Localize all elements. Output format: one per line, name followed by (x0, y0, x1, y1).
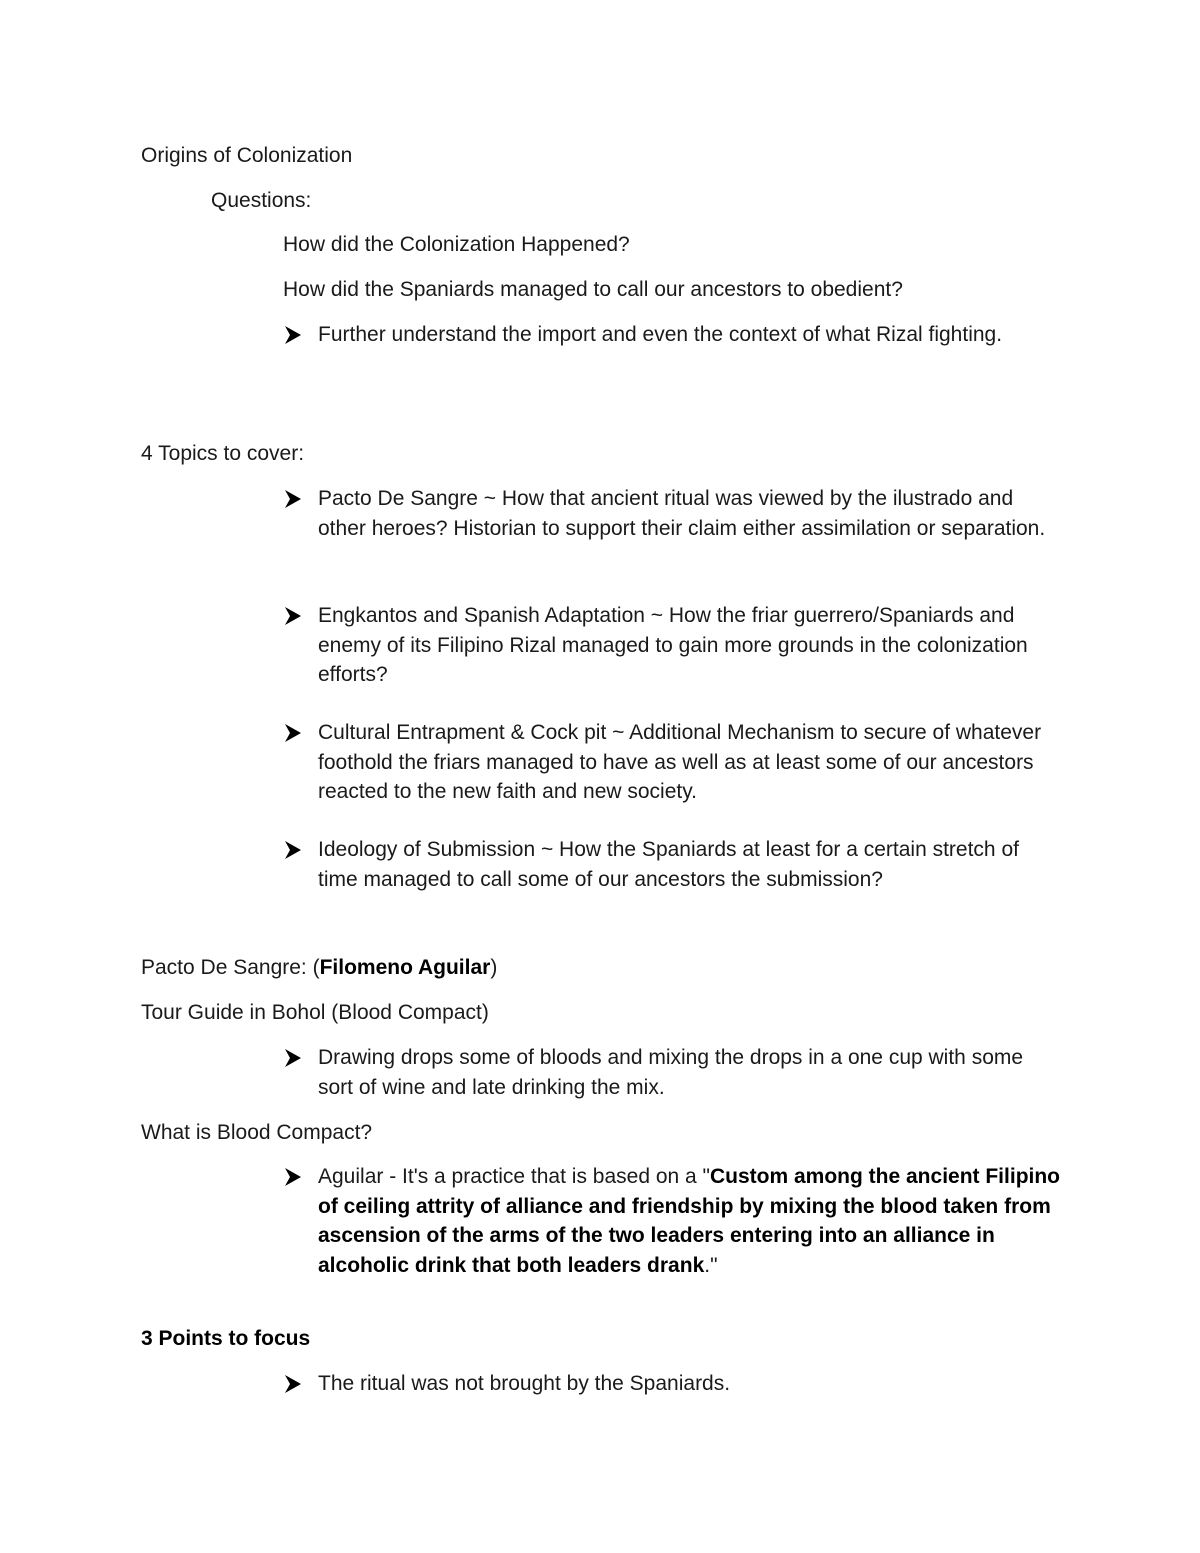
question-item: How did the Colonization Happened? (283, 233, 630, 256)
arrow-bullet-icon (283, 723, 303, 743)
arrow-bullet-icon (283, 489, 303, 509)
answer-suffix: ." (704, 1253, 718, 1277)
pacto-heading (141, 953, 497, 983)
pacto-label-prefix: Pacto De Sangre: ( (141, 956, 320, 979)
blood-compact-question: What is Blood Compact? (141, 1121, 373, 1144)
topics-label: 4 Topics to cover: (141, 442, 305, 465)
question-bullet: Further understand the import and even the context of what Rizal fighting. (318, 323, 1003, 346)
arrow-bullet-icon (283, 325, 303, 345)
topic-item: Ideology of Submission ~ How the Spaniards at least for a certain stretch of time managed to call some of our ancestors the submission? (318, 838, 1019, 891)
pacto-label-suffix: ) (490, 956, 498, 979)
focus-item: The ritual was not brought by the Spaniards. (318, 1372, 731, 1395)
arrow-bullet-icon (283, 840, 303, 860)
page-title: Origins of Colonization (141, 144, 353, 167)
arrow-bullet-icon (283, 1048, 303, 1068)
topic-item: Engkantos and Spanish Adaptation ~ How the friar guerrero/Spaniards and enemy of its Filipino Rizal managed to gain more grounds in the colonization efforts? (318, 604, 1028, 686)
tour-guide-line: Tour Guide in Bohol (Blood Compact) (141, 1001, 489, 1024)
aguilar-definition (318, 1162, 1073, 1280)
arrow-bullet-icon (283, 1374, 303, 1394)
topic-item: Pacto De Sangre ~ How that ancient ritual was viewed by the ilustrado and other heroes? Historian to support their claim either assimilation or separation. (318, 487, 1046, 540)
question-item: How did the Spaniards managed to call our ancestors to obedient? (283, 278, 903, 301)
arrow-bullet-icon (283, 606, 303, 626)
arrow-bullet-icon (283, 1167, 303, 1187)
questions-label: Questions: (211, 189, 312, 212)
answer-bold: Custom among the ancient Filipino of ceiling attrity of alliance and friendship by mixing the blood taken from ascension of the arms of the two leaders entering into an alliance in alcoholic drink that both leaders drank (318, 1165, 1061, 1277)
topic-item: Cultural Entrapment & Cock pit ~ Additional Mechanism to secure of whatever foothold the friars managed to have as well as at least some of our ancestors reacted to the new faith and new society. (318, 721, 1042, 803)
focus-heading: 3 Points to focus (141, 1327, 311, 1350)
pacto-author: Filomeno Aguilar (319, 956, 491, 979)
tour-bullet: Drawing drops some of bloods and mixing the drops in a one cup with some sort of wine and late drinking the mix. (318, 1046, 1024, 1099)
answer-prefix: Aguilar - It's a practice that is based on a " (318, 1165, 710, 1188)
